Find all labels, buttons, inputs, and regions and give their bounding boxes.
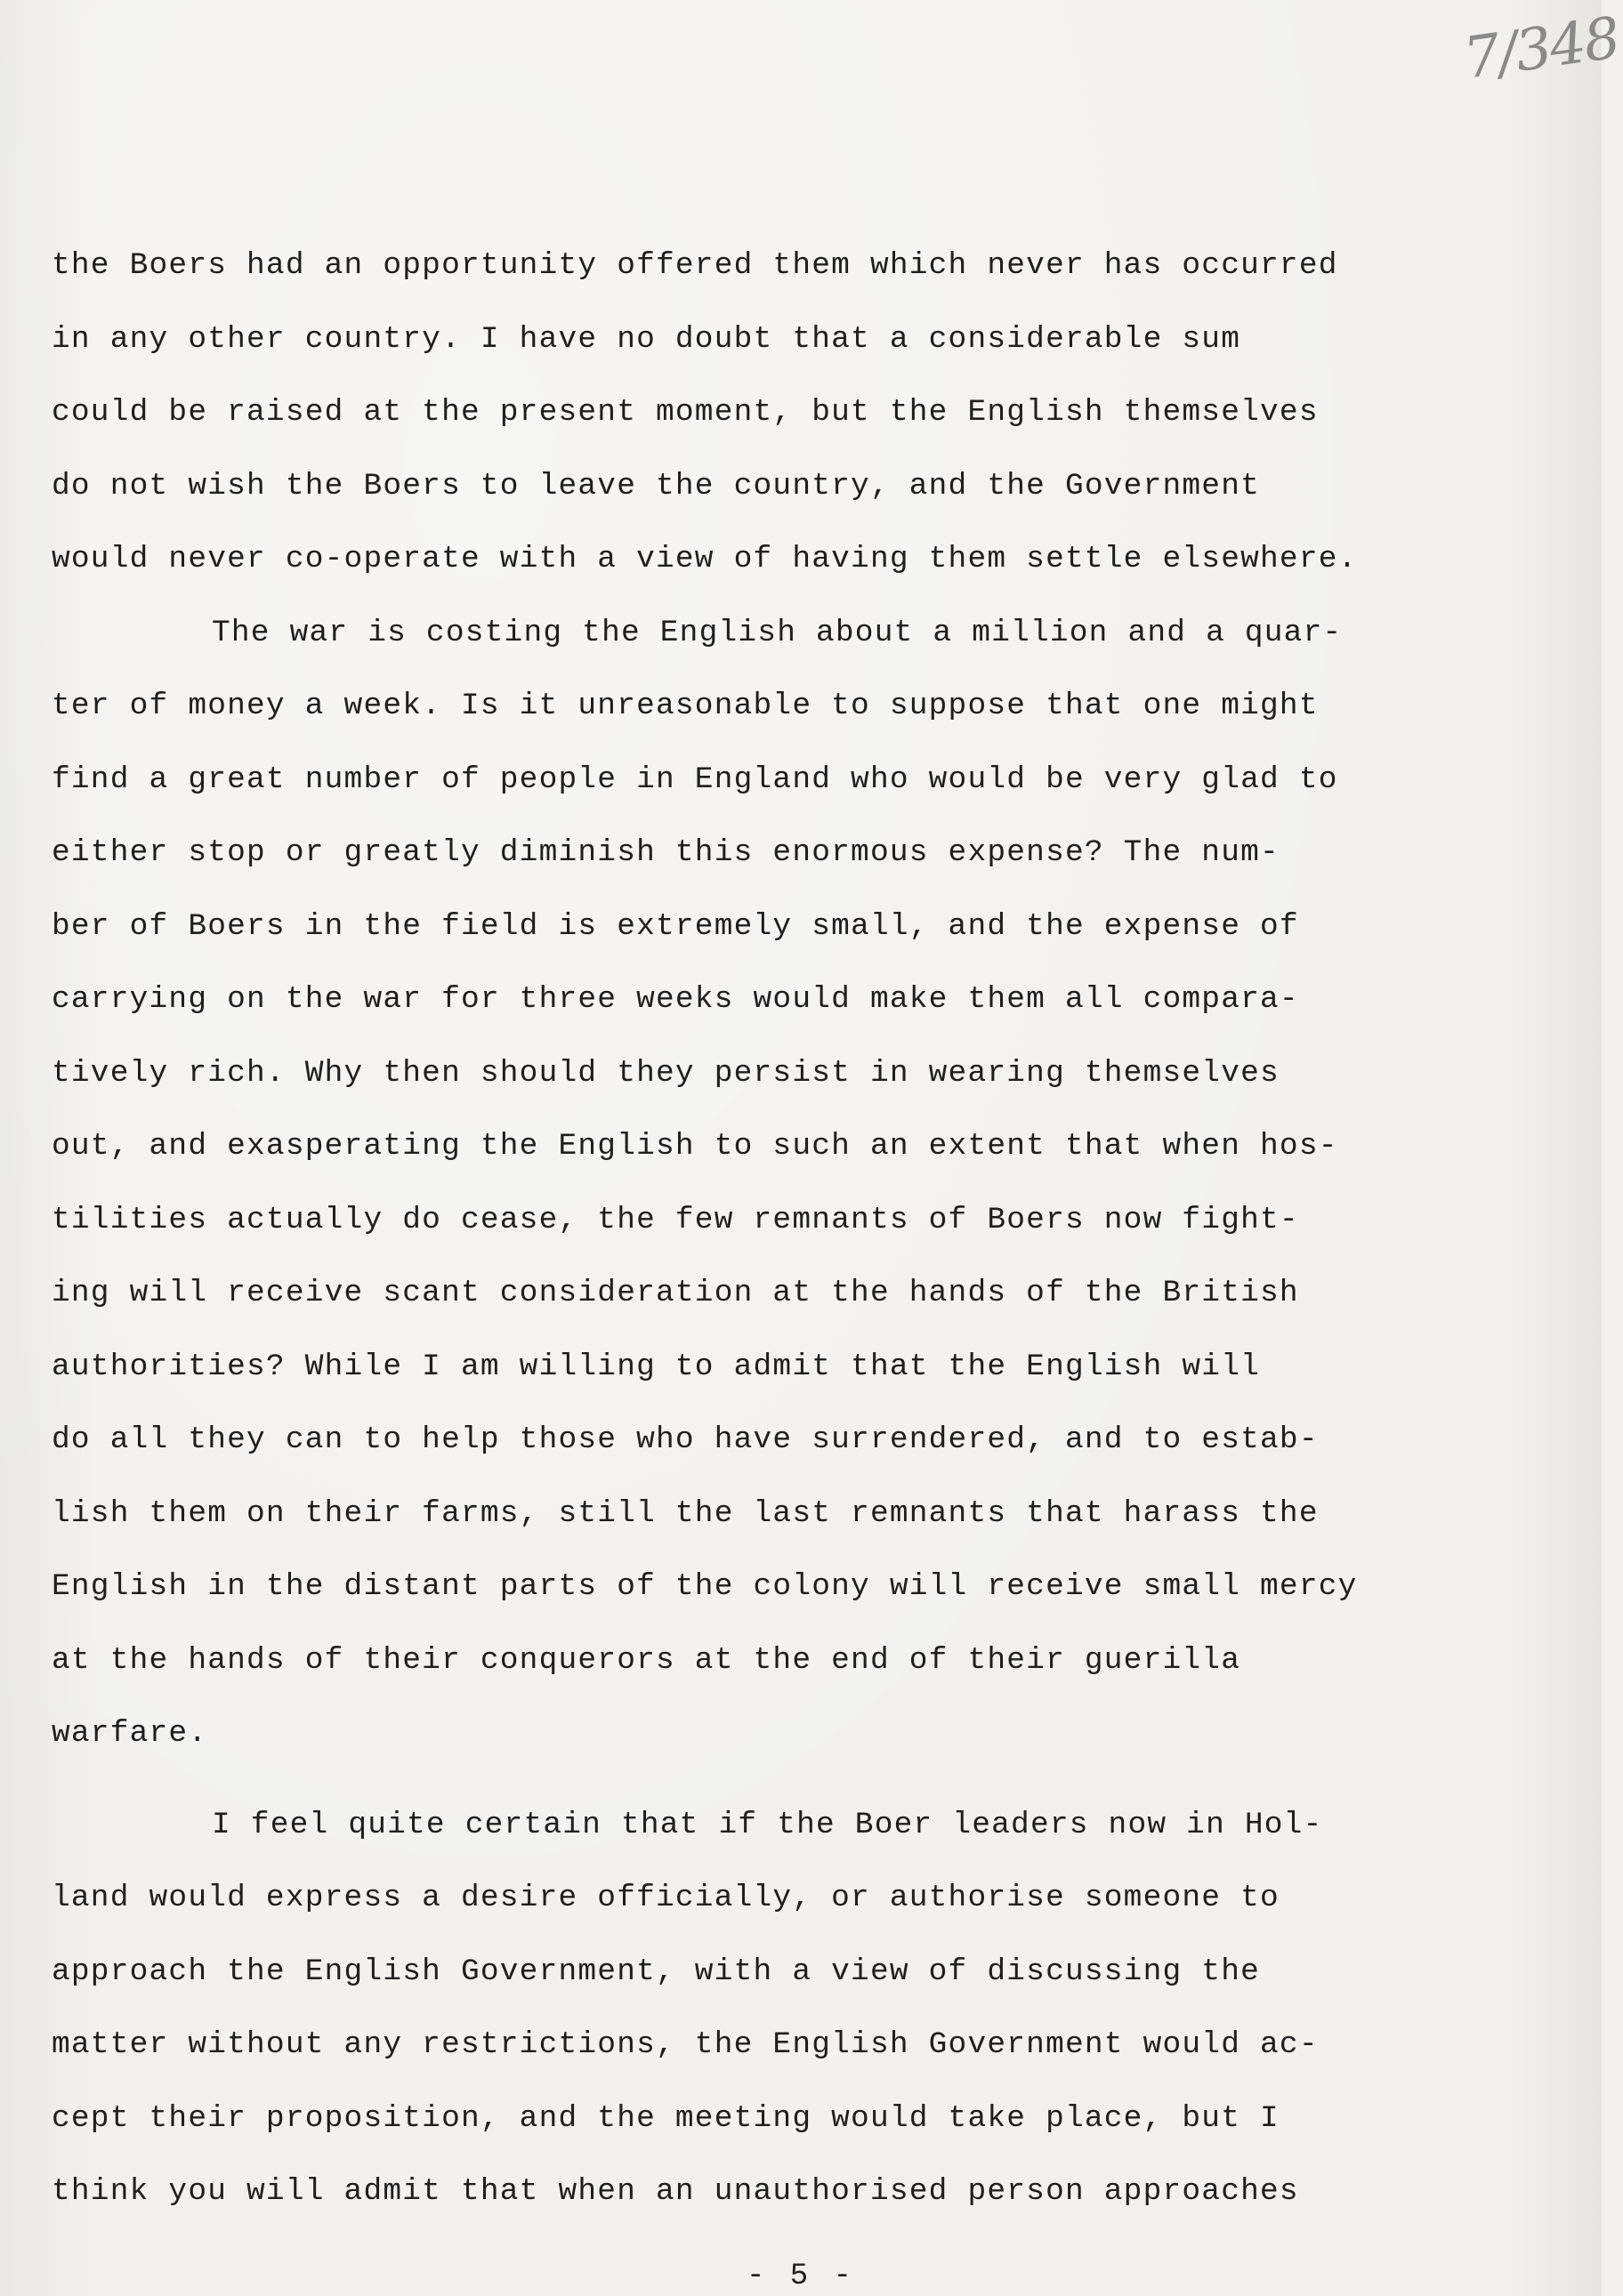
paragraph-gap	[52, 1771, 1555, 1789]
typed-text-body	[52, 230, 1555, 2229]
text-line: ter of money a week. Is it unreasonable to suppose that one might	[52, 689, 1319, 723]
text-line: could be raised at the present moment, but the English themselves	[52, 395, 1319, 430]
text-line: do all they can to help those who have surrendered, and to estab-	[52, 1422, 1319, 1457]
text-line: in any other country. I have no doubt that a considerable sum	[52, 321, 1241, 357]
text-line: the Boers had an opportunity offered them which never has occurred	[52, 248, 1338, 283]
archive-folio-mark: 7/348	[1459, 5, 1623, 93]
text-line: authorities? While I am willing to admit that the English will	[52, 1349, 1261, 1384]
text-line: would never co-operate with a view of having them settle elsewhere.	[52, 542, 1358, 576]
text-line: approach the English Government, with a view of discussing the	[52, 1954, 1261, 1989]
text-line: either stop or greatly diminish this enormous expense? The num-	[52, 835, 1280, 870]
text-line: tilities actually do cease, the few remnants of Boers now fight-	[52, 1202, 1299, 1237]
text-line: land would express a desire officially, or authorise someone to	[52, 1881, 1280, 1915]
text-line: lish them on their farms, still the last remnants that harass the	[52, 1495, 1319, 1531]
text-line: tively rich. Why then should they persist in wearing themselves	[52, 1055, 1280, 1091]
text-line: think you will admit that when an unauthorised person approaches	[52, 2174, 1299, 2209]
text-line: out, and exasperating the English to such an extent that when hos-	[52, 1129, 1338, 1164]
text-line: matter without any restrictions, the English Government would ac-	[52, 2027, 1319, 2062]
page-number: - 5 -	[746, 2260, 856, 2293]
text-line: ber of Boers in the field is extremely small, and the expense of	[52, 908, 1299, 944]
text-line: warfare.	[52, 1716, 208, 1751]
paragraph-first-line: The war is costing the English about a million and a quar-	[212, 615, 1343, 650]
text-line: carrying on the war for three weeks would make them all compara-	[52, 982, 1299, 1017]
text-line: find a great number of people in England who would be very glad to	[52, 761, 1338, 797]
text-line: English in the distant parts of the colony will receive small mercy	[52, 1569, 1358, 1604]
paragraph-first-line: I feel quite certain that if the Boer leaders now in Hol-	[212, 1807, 1323, 1842]
text-line: at the hands of their conquerors at the end of their guerilla	[52, 1642, 1241, 1678]
text-line: do not wish the Boers to leave the country, and the Government	[52, 468, 1261, 504]
text-line: cept their proposition, and the meeting would take place, but I	[52, 2100, 1280, 2136]
text-line: ing will receive scant consideration at the hands of the British	[52, 1276, 1299, 1310]
